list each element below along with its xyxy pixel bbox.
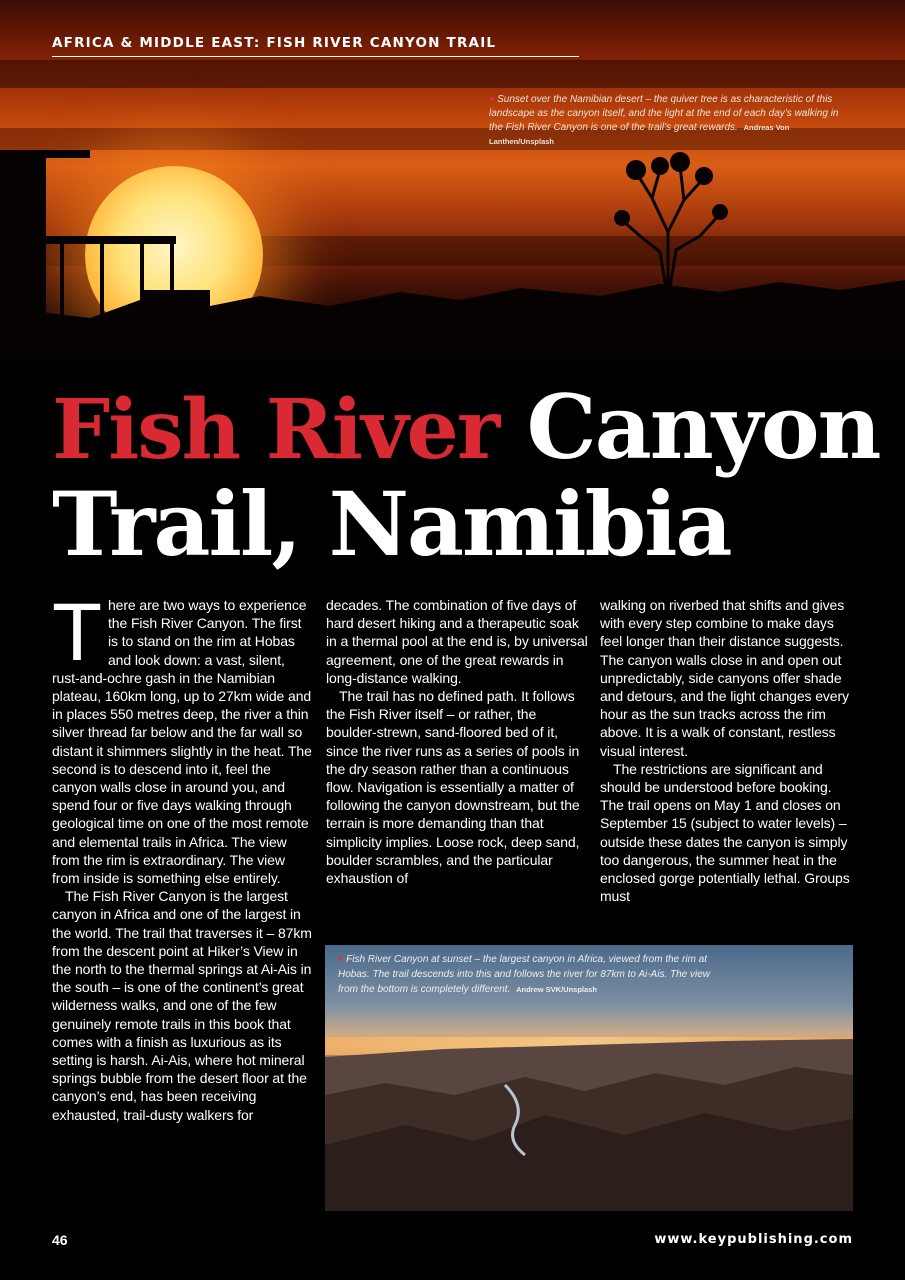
hero-caption xyxy=(489,92,849,149)
silhouettes xyxy=(0,0,905,360)
title-second-line: Trail, Namibia xyxy=(52,472,731,576)
paragraph-text: here are two ways to experience the Fish River Canyon. The first is to stand on the rim at Hobas and look down: a vast, silent, rust-and-ochre gash in the Namibian plateau, 160km long, up to 27km wide and in places 550 metres deep, the river a thin silver thread far below and the far wall so distant it shimmers slightly in the heat. The second is to descend into it, feel the canyon walls close in around you, and spend four or five days walking through geological time on one of the most remote and elemental trails in Africa. The view from the rim is extraordinary. The view from inside is something else entirely. xyxy=(52,597,312,887)
ground-shadow xyxy=(0,318,905,360)
tower-silhouette xyxy=(0,150,46,320)
website-url[interactable]: www.keypublishing.com xyxy=(654,1232,853,1247)
paragraph: The trail has no defined path. It follows the Fish River itself – or rather, the boulder-strewn, sand-floored bed of it, since the river runs as a series of pools in the dry season rather than a continuous flow. Navigation is essentially a matter of following the canyon downstream, but the terrain is more demanding than that simplicity implies. Loose rock, deep sand, boulder scrambles, and the particular exhaustion of xyxy=(326,688,580,887)
canyon-photo-caption xyxy=(338,952,718,997)
paragraph: walking on riverbed that shifts and gives with every step combine to make days feel longer than their distance suggests. The canyon walls close in and open out unpredictably, side canyons offer shade and detours, and the light changes every hour as the sun tracks across the rim above. It is a walk of constant, restless visual interest. xyxy=(600,597,849,759)
paragraph: The Fish River Canyon is the largest canyon in Africa and one of the largest in the world. The trail that traverses it – 87km from the descent point at Hiker’s View in the north to the thermal springs at Ai-Ais in the south – is one of the continent’s great wilderness walks, and one of the few genuinely remote trails in this book that comes with a finish as luxurious as its setting is harsh. Ai-Ais, where hot mineral springs bubble from the desert floor at the canyon’s end, has been receiving exhausted, trail-dusty walkers for xyxy=(52,888,312,1123)
section-header: AFRICA & MIDDLE EAST: FISH RIVER CANYON TRAIL xyxy=(52,35,497,51)
heart-icon: ♥ xyxy=(489,94,495,104)
paragraph: The restrictions are significant and should be understood before booking. The trail opens on May 1 and closes on September 15 (subject to water levels) – outside these dates the canyon is simply too dangerous, the summer heat in the enclosed gorge potentially lethal. Groups must xyxy=(600,760,850,905)
title-white-part: Canyon xyxy=(526,375,880,479)
hero-caption-text: Sunset over the Namibian desert – the quiver tree is as characteristic of this landscape as the canyon itself, and the light at the end of each day’s walking in the Fish River Canyon is one of the trail’s great rewards. xyxy=(489,94,839,133)
paragraph: decades. The combination of five days of hard desert hiking and a therapeutic soak in a thermal pool at the end is, by universal agreement, one of the great rewards in long-distance walking. xyxy=(326,597,588,686)
quiver-tree-silhouette xyxy=(622,166,720,300)
hero-sunset-photo xyxy=(0,0,905,360)
hero-caption-credit: Andreas Von Lanthen/Unsplash xyxy=(489,123,790,146)
photo-caption-credit: Andrew SVK/Unsplash xyxy=(516,985,597,994)
paragraph xyxy=(52,587,314,887)
title-red-part: Fish River xyxy=(52,382,499,478)
page-title xyxy=(52,375,892,576)
article-column-2 xyxy=(326,596,588,887)
article-column-1 xyxy=(52,587,314,1124)
heart-icon: ♥ xyxy=(338,954,344,964)
header-rule xyxy=(52,56,579,57)
article-column-3 xyxy=(600,596,856,905)
drop-cap: T xyxy=(52,587,102,678)
page-number: 46 xyxy=(52,1232,68,1248)
photo-caption-text: Fish River Canyon at sunset – the largest canyon in Africa, viewed from the rim at Hobas. The trail descends into this and follows the river for 87km to Ai-Ais. The view from the bottom is completely different. xyxy=(338,954,711,995)
